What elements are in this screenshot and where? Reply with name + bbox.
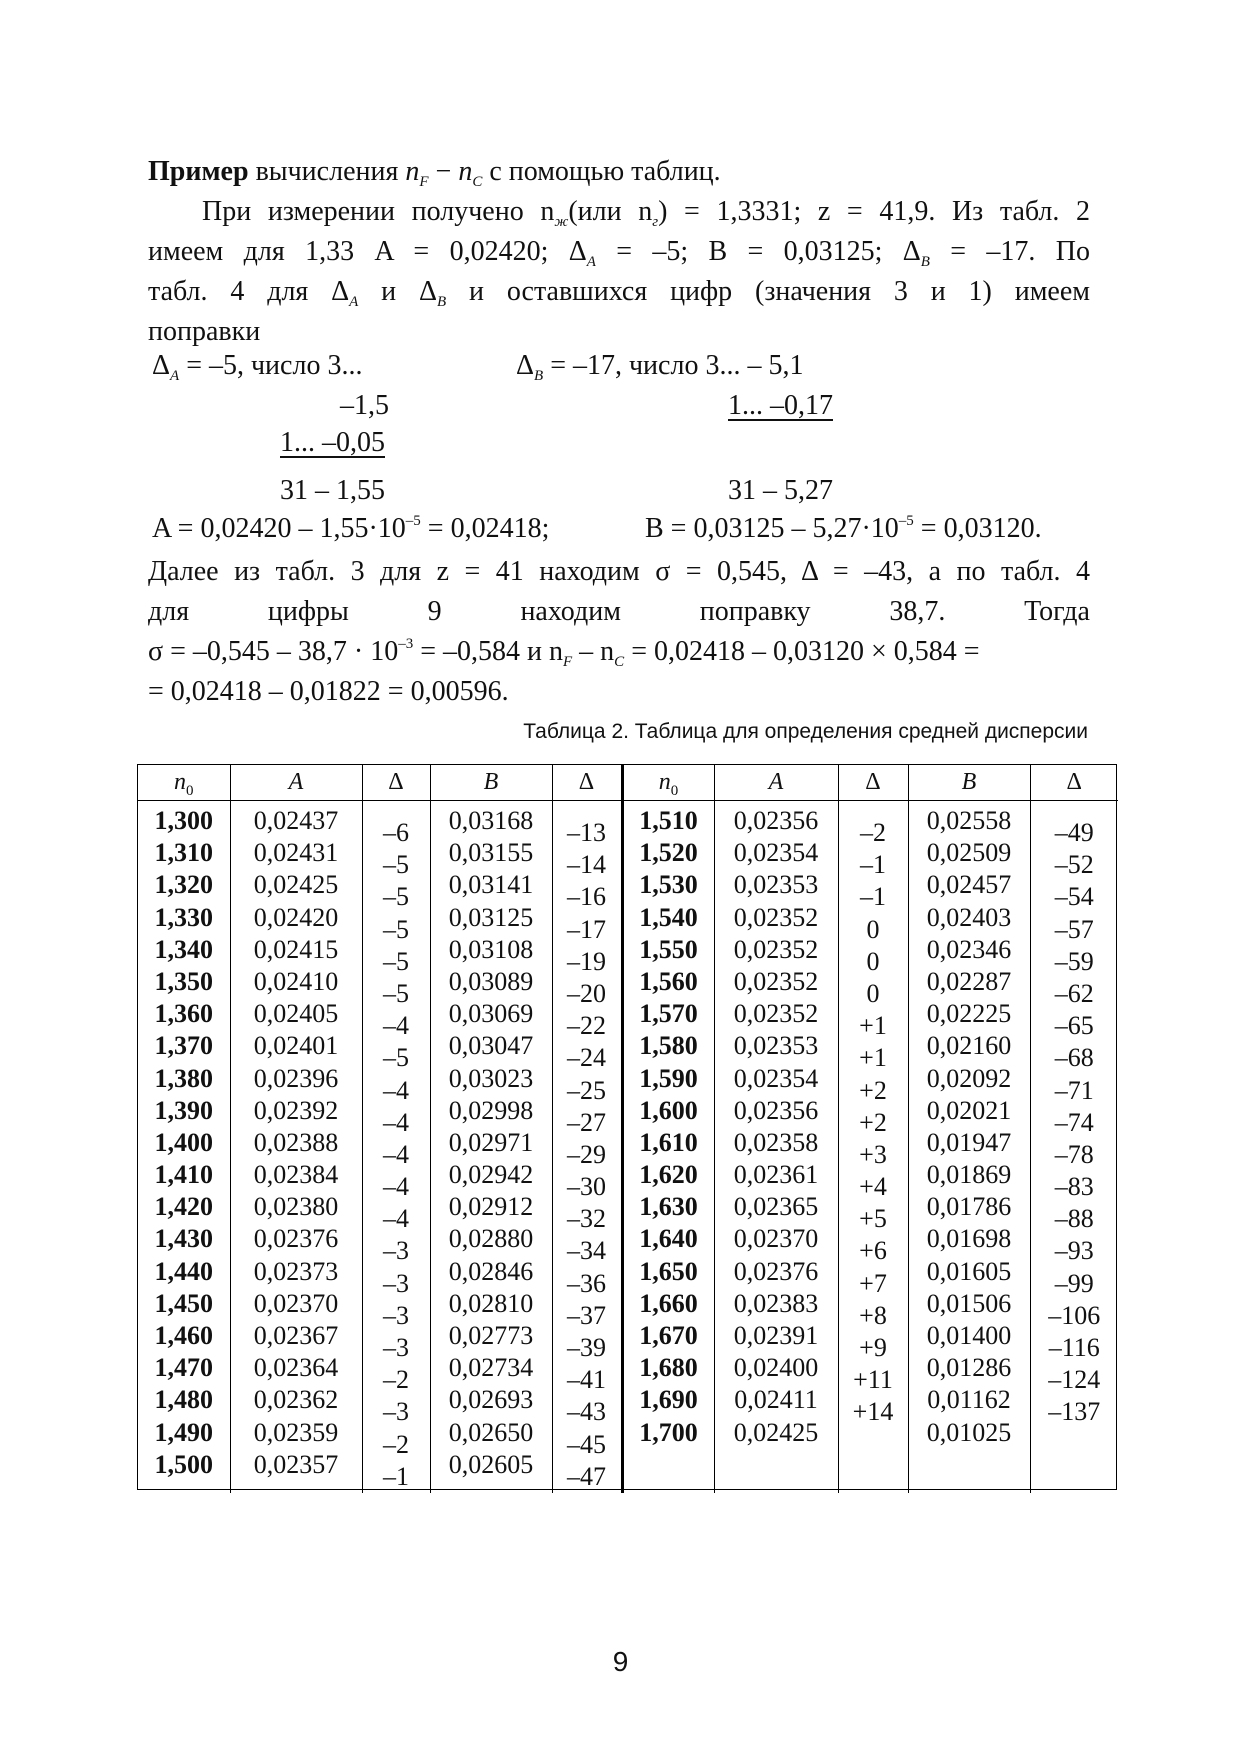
example-title-end: с помощью таблиц. [489,156,721,187]
p2-l3-exp: –3 [398,636,414,652]
expr-nf: n [405,156,420,187]
table-cell: 0,02354 [733,838,819,868]
table-cell: –24 [567,1043,606,1073]
table-cell: 0,02388 [253,1127,339,1157]
p2-w6: Тогда [1024,596,1090,627]
table-cell: 0,02392 [253,1095,339,1125]
table-cell: –45 [567,1429,606,1459]
table-cell: –32 [567,1204,606,1234]
table-cell: 0,02405 [253,999,339,1029]
th-a-right: A [714,765,838,801]
calc-right-delta: Δ [516,350,535,381]
table-cell: 1,470 [154,1353,213,1383]
p1-l3-subB: B [437,294,447,310]
table-cell: 0,02437 [253,806,339,835]
p1-l1-sub1: ж [554,214,569,230]
table-cell: +4 [859,1172,887,1202]
table-cell: 0,02846 [448,1256,534,1286]
table-cell: –99 [1054,1268,1094,1298]
table-cell: 0,02359 [253,1417,339,1447]
table-cell: 1,540 [639,902,698,932]
table-cell: –2 [383,1429,409,1459]
res-b-exp: –5 [898,513,914,529]
table-cell: 0,03069 [448,999,534,1029]
expr-nc: n [458,156,473,187]
table-cell: 1,400 [154,1127,213,1157]
table-cell: 0,02365 [733,1192,819,1222]
table-cell: 0,01025 [926,1417,1012,1447]
table-cell: –39 [567,1333,606,1362]
table-cell: 0,02509 [926,838,1012,868]
table-cell: 0,02357 [253,1449,339,1479]
p2-l3-a: σ = –0,545 – 38,7 · 10 [148,636,399,667]
table-cell: 0,02401 [253,1031,339,1061]
table-cell: +8 [859,1300,887,1330]
table-cell: 0,02410 [253,966,339,996]
p2-l3-c: – n [572,636,615,667]
p1-l3-a: табл. 4 для Δ [148,276,350,307]
table-cell: +9 [859,1333,887,1362]
table-cell: 0,02734 [448,1353,534,1383]
table-cell: –3 [383,1268,409,1298]
example-title-bold: Пример [148,156,249,187]
table-cell: 0,02356 [733,806,819,835]
th-delta-a-left: Δ [362,765,430,801]
table-cell: 0,02457 [926,870,1012,900]
table-cell: –20 [567,978,606,1008]
th-delta-b-left: Δ [552,765,622,801]
col-right-delta-b [1030,801,1118,1493]
table-cell: 1,350 [154,966,213,996]
table-cell: 1,700 [639,1417,698,1447]
table-cell: –3 [383,1300,409,1330]
table-cell: 1,300 [154,806,213,835]
calc-left-delta: Δ [152,350,171,381]
table-cell: 1,670 [639,1321,698,1350]
example-title-rest: вычисления [255,156,399,187]
calc-left-text: = –5, число 3... [179,350,363,381]
p1-l1-sub2: г [652,214,659,230]
p1-l2-b: = –5; B = 0,03125; Δ [595,236,921,267]
table-cell: –65 [1054,1011,1094,1041]
para2-line4: = 0,02418 – 0,01822 = 0,00596. [148,676,509,707]
table-cell: +14 [852,1397,894,1427]
table-cell: +1 [859,1011,887,1041]
p2-l3-d: = 0,02418 – 0,03120 × 0,584 = [624,636,980,667]
para1-line3 [148,272,1090,312]
table-cell: –34 [567,1236,606,1266]
table-cell: 1,640 [639,1224,698,1254]
table-cell: 0,02021 [926,1095,1012,1125]
p2-w4: поправку [699,596,811,627]
table-cell: +3 [859,1139,887,1169]
table-cell: 0,02396 [253,1063,339,1093]
table-cell: 0,02362 [253,1385,339,1415]
table-cell: 1,340 [154,934,213,964]
table-cell: +2 [859,1075,887,1105]
table-cell: 1,680 [639,1353,698,1383]
p1-l2-c: = –17. По [929,236,1090,267]
table-cell: –4 [383,1139,409,1169]
table-cell: –41 [567,1365,606,1395]
para1-line1 [148,192,1090,232]
th-n0-left-label: n [174,769,186,795]
table-cell: 0,02380 [253,1192,339,1222]
table-cell: –5 [383,1043,409,1073]
table-cell: –5 [383,946,409,976]
table-cell: 0,02411 [734,1385,818,1415]
table-cell: 0,02376 [733,1256,819,1286]
p2-w2: 9 [427,596,442,627]
table-cell: 0,02384 [253,1160,339,1190]
table-cell: 1,650 [639,1256,698,1286]
th-b-right: B [908,765,1030,801]
col-right-n0 [622,801,714,1493]
th-n0-left-sub: 0 [186,783,194,799]
table-cell: 0,02370 [253,1288,339,1318]
table-cell: +1 [859,1043,887,1073]
table-cell: –30 [567,1172,606,1202]
calc-left-l3: 1... –0,05 [280,427,385,458]
table-cell: –43 [567,1397,606,1427]
calc-right-sub: B [534,368,544,384]
res-b-2: = 0,03120. [913,513,1042,544]
th-a-left: A [230,765,362,801]
table-cell: –36 [567,1268,606,1298]
table-cell: 1,550 [639,934,698,964]
table-cell: 0,01286 [926,1353,1012,1383]
calc-left-head [152,350,362,382]
expr-nc-sub: C [472,174,483,190]
table-cell: 1,600 [639,1095,698,1125]
col-left-delta-b [552,801,622,1493]
table-cell: 0,03108 [448,934,534,964]
calc-right-l2: 1... –0,17 [728,390,833,421]
table-cell: 1,320 [154,870,213,900]
table-cell: 1,390 [154,1095,213,1125]
table-cell: +11 [853,1365,893,1395]
table-cell: 0,02356 [733,1095,819,1125]
res-a-2: = 0,02418; [420,513,550,544]
p2-w0: для [148,596,190,627]
table-cell: –68 [1054,1043,1094,1073]
table-cell: –5 [383,978,409,1008]
table-cell: 0,02092 [926,1063,1012,1093]
table-cell: –88 [1054,1204,1094,1234]
table-cell: 1,620 [639,1160,698,1190]
table-cell: 0,01947 [926,1127,1012,1157]
table-cell: 0,02880 [448,1224,534,1254]
table-cell: +7 [859,1268,887,1298]
table-cell: –4 [383,1204,409,1234]
table-cell: 1,580 [639,1031,698,1061]
table-cell: –13 [567,818,606,847]
table-cell: 0,02353 [733,870,819,900]
p1-l1-mid: (или n [568,196,653,227]
table-cell: 1,690 [639,1385,698,1415]
table-cell: 0,02370 [733,1224,819,1254]
table-cell: 0,03141 [448,870,534,900]
table-cell: 1,570 [639,999,698,1029]
table-cell: –1 [383,1461,409,1491]
table-cell: –1 [860,850,886,880]
table-cell: –5 [383,850,409,880]
table-cell: 0,02810 [448,1288,534,1318]
table-cell: 1,330 [154,902,213,932]
calc-left-l4: 31 – 1,55 [280,475,385,506]
table-cell: 1,630 [639,1192,698,1222]
table-cell: –4 [383,1172,409,1202]
table-cell: 1,420 [154,1192,213,1222]
table-cell: 0,03155 [448,838,534,868]
table-cell: 1,370 [154,1031,213,1061]
table-cell: –16 [567,882,606,912]
res-a-exp: –5 [405,513,421,529]
table-cell: 0,02431 [253,838,339,868]
col-left-b [430,801,552,1493]
th-delta-b-right: Δ [1030,765,1118,801]
col-right-b [908,801,1030,1493]
table-cell: –124 [1048,1365,1101,1395]
th-n0-right-label: n [658,769,671,795]
th-delta-a-right: Δ [838,765,908,801]
table-cell: 0,02354 [733,1063,819,1093]
p1-l3-c: и оставшихся цифр (значения 3 и 1) имеем [446,276,1090,307]
table-cell: 0,02287 [926,966,1012,996]
table-cell: –3 [383,1397,409,1427]
table-cell: 0,02367 [253,1321,339,1350]
table-cell: –57 [1054,914,1094,944]
table-cell: 0,02376 [253,1224,339,1254]
p1-l1-a: При измерении получено n [202,196,555,227]
table-cell: 1,500 [154,1449,213,1479]
table-cell: 1,460 [154,1321,213,1350]
example-title [148,152,1090,192]
table-cell: 0,02558 [926,806,1012,835]
table-cell: –4 [383,1011,409,1041]
table-cell: 0,01400 [926,1321,1012,1350]
calc-right-text: = –17, число 3... – 5,1 [543,350,804,381]
table-cell: –106 [1048,1300,1101,1330]
para2-line3 [148,632,1090,672]
table-cell: 1,530 [639,870,698,900]
table-cell: 0,02352 [733,934,819,964]
table-cell: –37 [567,1300,606,1330]
table-body-row [138,801,1118,1493]
p1-l2-a: имеем для 1,33 A = 0,02420; Δ [148,236,587,267]
table-cell: –4 [383,1075,409,1105]
table-cell: –93 [1054,1236,1094,1266]
table-cell: –19 [567,946,606,976]
table-cell: 0,02225 [926,999,1012,1029]
table-cell: 0,02415 [253,934,339,964]
table-cell: 0,01162 [927,1385,1011,1415]
table-cell: 1,660 [639,1288,698,1318]
table-cell: –2 [383,1365,409,1395]
table-cell: 1,430 [154,1224,213,1254]
para1-line2 [148,232,1090,272]
table-cell: 0,02912 [448,1192,534,1222]
table-cell: 1,590 [639,1063,698,1093]
table-cell: 0,03089 [448,966,534,996]
table-cell: –27 [567,1107,606,1137]
table-cell: 0,02420 [253,902,339,932]
table-cell: –83 [1054,1172,1094,1202]
table-cell: 0,02425 [733,1417,819,1447]
table-cell: –59 [1054,946,1094,976]
table-cell: 1,510 [639,806,698,835]
table-cell: 0,01786 [926,1192,1012,1222]
p2-w1: цифры [267,596,349,627]
table-cell: 0,02693 [448,1385,534,1415]
p1-l3-subA: A [349,294,359,310]
table-cell: –62 [1054,978,1094,1008]
table-cell: –52 [1054,850,1094,880]
table-cell: 1,480 [154,1385,213,1415]
calc-right-head [516,350,803,382]
table-cell: 0,02358 [733,1127,819,1157]
table-cell: –49 [1054,818,1094,847]
para2-line1: Далее из табл. 3 для z = 41 находим σ = 0,545, Δ = –43, а по табл. 4 [148,556,1090,587]
table-cell: 0,02160 [926,1031,1012,1061]
p2-l3-subC: C [614,654,625,670]
table-caption: Таблица 2. Таблица для определения средней дисперсии [523,720,1088,743]
col-left-n0 [138,801,230,1493]
table-cell: 0,02391 [733,1321,819,1350]
table-cell: 0,02352 [733,999,819,1029]
p2-w5: 38,7. [889,596,946,627]
table-cell: 0,02383 [733,1288,819,1318]
page-number: 9 [612,1646,629,1677]
table-cell: –137 [1048,1397,1101,1427]
table-cell: –17 [567,914,606,944]
table-cell: 0,02773 [448,1321,534,1350]
table-cell: +5 [859,1204,887,1234]
table-cell: 0,02403 [926,902,1012,932]
para1-line4: поправки [148,316,261,347]
table-cell: –4 [383,1107,409,1137]
table-cell: 1,490 [154,1417,213,1447]
table-cell: 0,03168 [448,806,534,835]
table-cell: 0,03023 [448,1063,534,1093]
table-cell: –74 [1054,1107,1094,1137]
table-cell: 0,03125 [448,902,534,932]
res-b-1: B = 0,03125 – 5,27·10 [645,513,899,544]
table-cell: +6 [859,1236,887,1266]
table-cell: 0,01869 [926,1160,1012,1190]
th-n0-right-sub: 0 [670,783,679,799]
p1-l1-tail: ) = 1,3331; z = 41,9. Из табл. 2 [658,196,1091,227]
table-cell: –5 [383,882,409,912]
table-cell: 0,02353 [733,1031,819,1061]
table-cell: 0,02346 [926,934,1012,964]
table-cell: 1,310 [154,838,213,868]
table-cell: –5 [383,914,409,944]
table-cell: 0 [866,978,880,1008]
table-cell: 0,02364 [253,1353,339,1383]
table-cell: 0,02998 [448,1095,534,1125]
para2-line2 [148,592,1090,632]
table-cell: –54 [1054,882,1094,912]
table-cell: –47 [567,1461,606,1491]
table-cell: 0,02942 [448,1160,534,1190]
table-cell: 0 [866,914,880,944]
col-right-delta-a [838,801,908,1493]
table-cell: –25 [567,1075,606,1105]
table-cell: –14 [567,850,606,880]
th-n0-right [622,765,714,801]
table-cell: 0,02650 [448,1417,534,1447]
p2-w3: находим [520,596,621,627]
table-cell: 0,03047 [448,1031,534,1061]
col-left-a [230,801,362,1493]
table-header-row [138,765,1118,801]
th-n0-left [138,765,230,801]
expr-nf-sub: F [419,174,429,190]
table-cell: 1,410 [154,1160,213,1190]
table-cell: 0,02971 [448,1127,534,1157]
calc-right-l3: 31 – 5,27 [728,475,833,506]
table-cell: –3 [383,1333,409,1362]
expr-minus: − [435,156,452,187]
dispersion-table [137,764,1117,1490]
table-cell: 1,560 [639,966,698,996]
table-cell: 1,380 [154,1063,213,1093]
p1-l2-subA: A [586,254,596,270]
table-cell: 0,02361 [733,1160,819,1190]
calc-left-l2: –1,5 [340,390,389,421]
table-cell: 0,01698 [926,1224,1012,1254]
table-cell: 0,01506 [926,1288,1012,1318]
table-cell: –22 [567,1011,606,1041]
calc-result-b [645,513,1042,545]
table-cell: 0,02352 [733,966,819,996]
th-b-left: B [430,765,552,801]
table-cell: –3 [383,1236,409,1266]
table-cell: 0,02373 [253,1256,339,1286]
p2-l3-subF: F [563,654,573,670]
table-cell: 1,610 [639,1127,698,1157]
table-cell: 0,02352 [733,902,819,932]
table-cell: 1,520 [639,838,698,868]
table-cell: 1,440 [154,1256,213,1286]
p2-l3-b: = –0,584 и n [413,636,563,667]
table-cell: 0,02400 [733,1353,819,1383]
calc-result-a [152,513,549,545]
table-cell: –6 [383,818,409,847]
table-cell: –78 [1054,1139,1094,1169]
p1-l2-subB: B [920,254,930,270]
table-cell: –1 [860,882,886,912]
table-cell: 0,02605 [448,1449,534,1479]
table-cell: +2 [859,1107,887,1137]
table-cell: 1,450 [154,1288,213,1318]
res-a-1: A = 0,02420 – 1,55·10 [152,513,406,544]
table-cell: 0 [866,946,880,976]
table-cell: 0,02425 [253,870,339,900]
p1-l3-b: и Δ [358,276,437,307]
table-cell: 0,01605 [926,1256,1012,1286]
col-right-a [714,801,838,1493]
table-cell: –116 [1048,1333,1100,1362]
col-left-delta-a [362,801,430,1493]
table-cell: –71 [1054,1075,1094,1105]
table-cell: 1,360 [154,999,213,1029]
table-cell: –29 [567,1139,606,1169]
table-cell: –2 [860,818,886,847]
calc-left-sub: A [170,368,180,384]
